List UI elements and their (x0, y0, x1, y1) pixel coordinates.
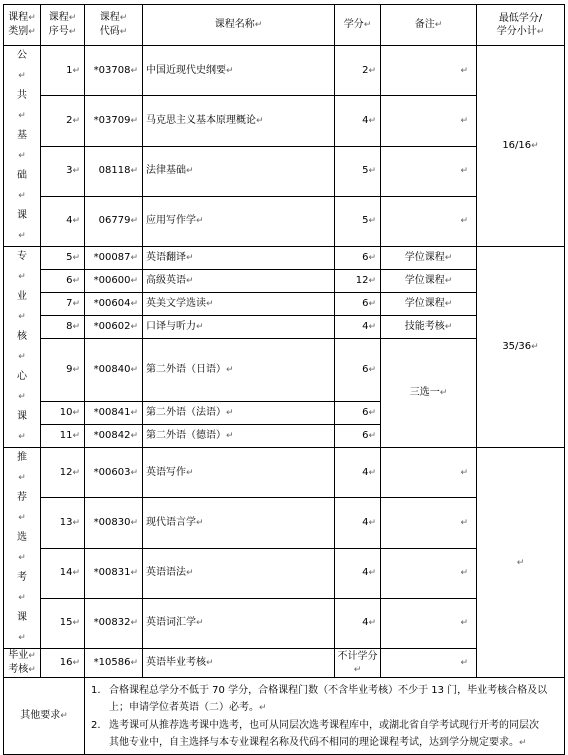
seq-cell: 14↵ (41, 548, 85, 598)
header-min-credit: 最低学分/ 学分小计↵ (477, 5, 565, 46)
code-cell: *10586↵ (85, 649, 143, 678)
name-cell: 第二外语（日语）↵ (143, 339, 335, 402)
note-cell: 学位课程↵ (381, 247, 477, 270)
seq-cell: 9↵ (41, 339, 85, 402)
credit-cell: 6↵ (335, 339, 381, 402)
credit-cell: 4↵ (335, 96, 381, 146)
credit-cell: 5↵ (335, 146, 381, 196)
category-graduation: 毕业↵ 考核↵ (4, 649, 41, 678)
requirements-row (4, 678, 565, 755)
credit-cell: 5↵ (335, 196, 381, 246)
name-cell: 口译与听力↵ (143, 316, 335, 339)
name-cell: 第二外语（德语）↵ (143, 425, 335, 448)
header-code: 课程↵ 代码↵ (85, 5, 143, 46)
seq-cell: 6↵ (41, 270, 85, 293)
note-choose-one: 三选一↵ (381, 339, 477, 448)
credit-cell: 12↵ (335, 270, 381, 293)
header-name: 课程名称↵ (143, 5, 335, 46)
name-cell: 英美文学选读↵ (143, 293, 335, 316)
credit-cell: 4↵ (335, 316, 381, 339)
code-cell: *03708↵ (85, 46, 143, 96)
header-note: 备注↵ (381, 5, 477, 46)
header-category: 课程↵ 类别↵ (4, 5, 41, 46)
note-cell: ↵ (381, 448, 477, 498)
course-table (3, 4, 565, 755)
note-cell: ↵ (381, 598, 477, 648)
code-cell: *03709↵ (85, 96, 143, 146)
note-cell: 学位课程↵ (381, 270, 477, 293)
note-cell: ↵ (381, 196, 477, 246)
credit-cell: 4↵ (335, 448, 381, 498)
note-cell: ↵ (381, 498, 477, 548)
credit-cell: 2↵ (335, 46, 381, 96)
seq-cell: 16↵ (41, 649, 85, 678)
code-cell: *00830↵ (85, 498, 143, 548)
code-cell: *00841↵ (85, 402, 143, 425)
note-cell: ↵ (381, 649, 477, 678)
credit-cell: 6↵ (335, 425, 381, 448)
seq-cell: 7↵ (41, 293, 85, 316)
name-cell: 英语词汇学↵ (143, 598, 335, 648)
name-cell: 应用写作学↵ (143, 196, 335, 246)
min-credit-core: 35/36↵ (477, 247, 565, 448)
name-cell: 现代语言学↵ (143, 498, 335, 548)
code-cell: *00087↵ (85, 247, 143, 270)
category-elective: 推 ↵ 荐 ↵ 选 ↵ 考 ↵ 课 ↵ (4, 448, 41, 649)
header-row (4, 5, 565, 46)
name-cell: 马克思主义基本原理概论↵ (143, 96, 335, 146)
credit-cell: 6↵ (335, 247, 381, 270)
code-cell: *00842↵ (85, 425, 143, 448)
note-cell: ↵ (381, 96, 477, 146)
name-cell: 高级英语↵ (143, 270, 335, 293)
credit-cell: 4↵ (335, 498, 381, 548)
seq-cell: 5↵ (41, 247, 85, 270)
code-cell: *00600↵ (85, 270, 143, 293)
seq-cell: 2↵ (41, 96, 85, 146)
seq-cell: 10↵ (41, 402, 85, 425)
code-cell: *00832↵ (85, 598, 143, 648)
credit-cell: 4↵ (335, 598, 381, 648)
name-cell: 英语翻译↵ (143, 247, 335, 270)
note-cell: ↵ (381, 46, 477, 96)
credit-cell: 6↵ (335, 293, 381, 316)
code-cell: *00831↵ (85, 548, 143, 598)
table-row (4, 448, 565, 498)
name-cell: 英语语法↵ (143, 548, 335, 598)
name-cell: 中国近现代史纲要↵ (143, 46, 335, 96)
seq-cell: 15↵ (41, 598, 85, 648)
category-core: 专 ↵ 业 ↵ 核 ↵ 心 ↵ 课 ↵ (4, 247, 41, 448)
header-credit: 学分↵ (335, 5, 381, 46)
code-cell: 08118↵ (85, 146, 143, 196)
requirements-text: 1. 合格课程总学分不低于 70 学分，合格课程门数（不含毕业考核）不少于 13 门，毕业考核合格及以 上；申请学位者英语（二）必考。↵ 2. 选考课可从推荐选考课中选考，也可从同层次选考课程库中，或湖北省自学考试现行开考的同层次 其他专业中，自主选择与本专业课程名称及代码不相同的理论课程考试，达到学分规定要求。↵ (85, 678, 565, 755)
seq-cell: 1↵ (41, 46, 85, 96)
code-cell: 06779↵ (85, 196, 143, 246)
code-cell: *00603↵ (85, 448, 143, 498)
header-seq: 课程↵ 序号↵ (41, 5, 85, 46)
seq-cell: 8↵ (41, 316, 85, 339)
code-cell: *00840↵ (85, 339, 143, 402)
credit-cell: 不计学分↵ (335, 649, 381, 678)
seq-cell: 13↵ (41, 498, 85, 548)
note-cell: 技能考核↵ (381, 316, 477, 339)
name-cell: 英语毕业考核↵ (143, 649, 335, 678)
name-cell: 法律基础↵ (143, 146, 335, 196)
note-cell: ↵ (381, 548, 477, 598)
seq-cell: 4↵ (41, 196, 85, 246)
category-public: 公 ↵ 共 ↵ 基 ↵ 础 ↵ 课 ↵ (4, 46, 41, 247)
note-cell: ↵ (381, 146, 477, 196)
requirements-label: 其他要求↵ (4, 678, 85, 755)
seq-cell: 11↵ (41, 425, 85, 448)
seq-cell: 3↵ (41, 146, 85, 196)
name-cell: 第二外语（法语）↵ (143, 402, 335, 425)
name-cell: 英语写作↵ (143, 448, 335, 498)
table-row (4, 46, 565, 96)
seq-cell: 12↵ (41, 448, 85, 498)
min-credit-elective: ↵ (477, 448, 565, 678)
note-cell: 学位课程↵ (381, 293, 477, 316)
credit-cell: 6↵ (335, 402, 381, 425)
credit-cell: 4↵ (335, 548, 381, 598)
table-row (4, 247, 565, 270)
code-cell: *00602↵ (85, 316, 143, 339)
min-credit-public: 16/16↵ (477, 46, 565, 247)
code-cell: *00604↵ (85, 293, 143, 316)
course-plan (3, 4, 564, 755)
